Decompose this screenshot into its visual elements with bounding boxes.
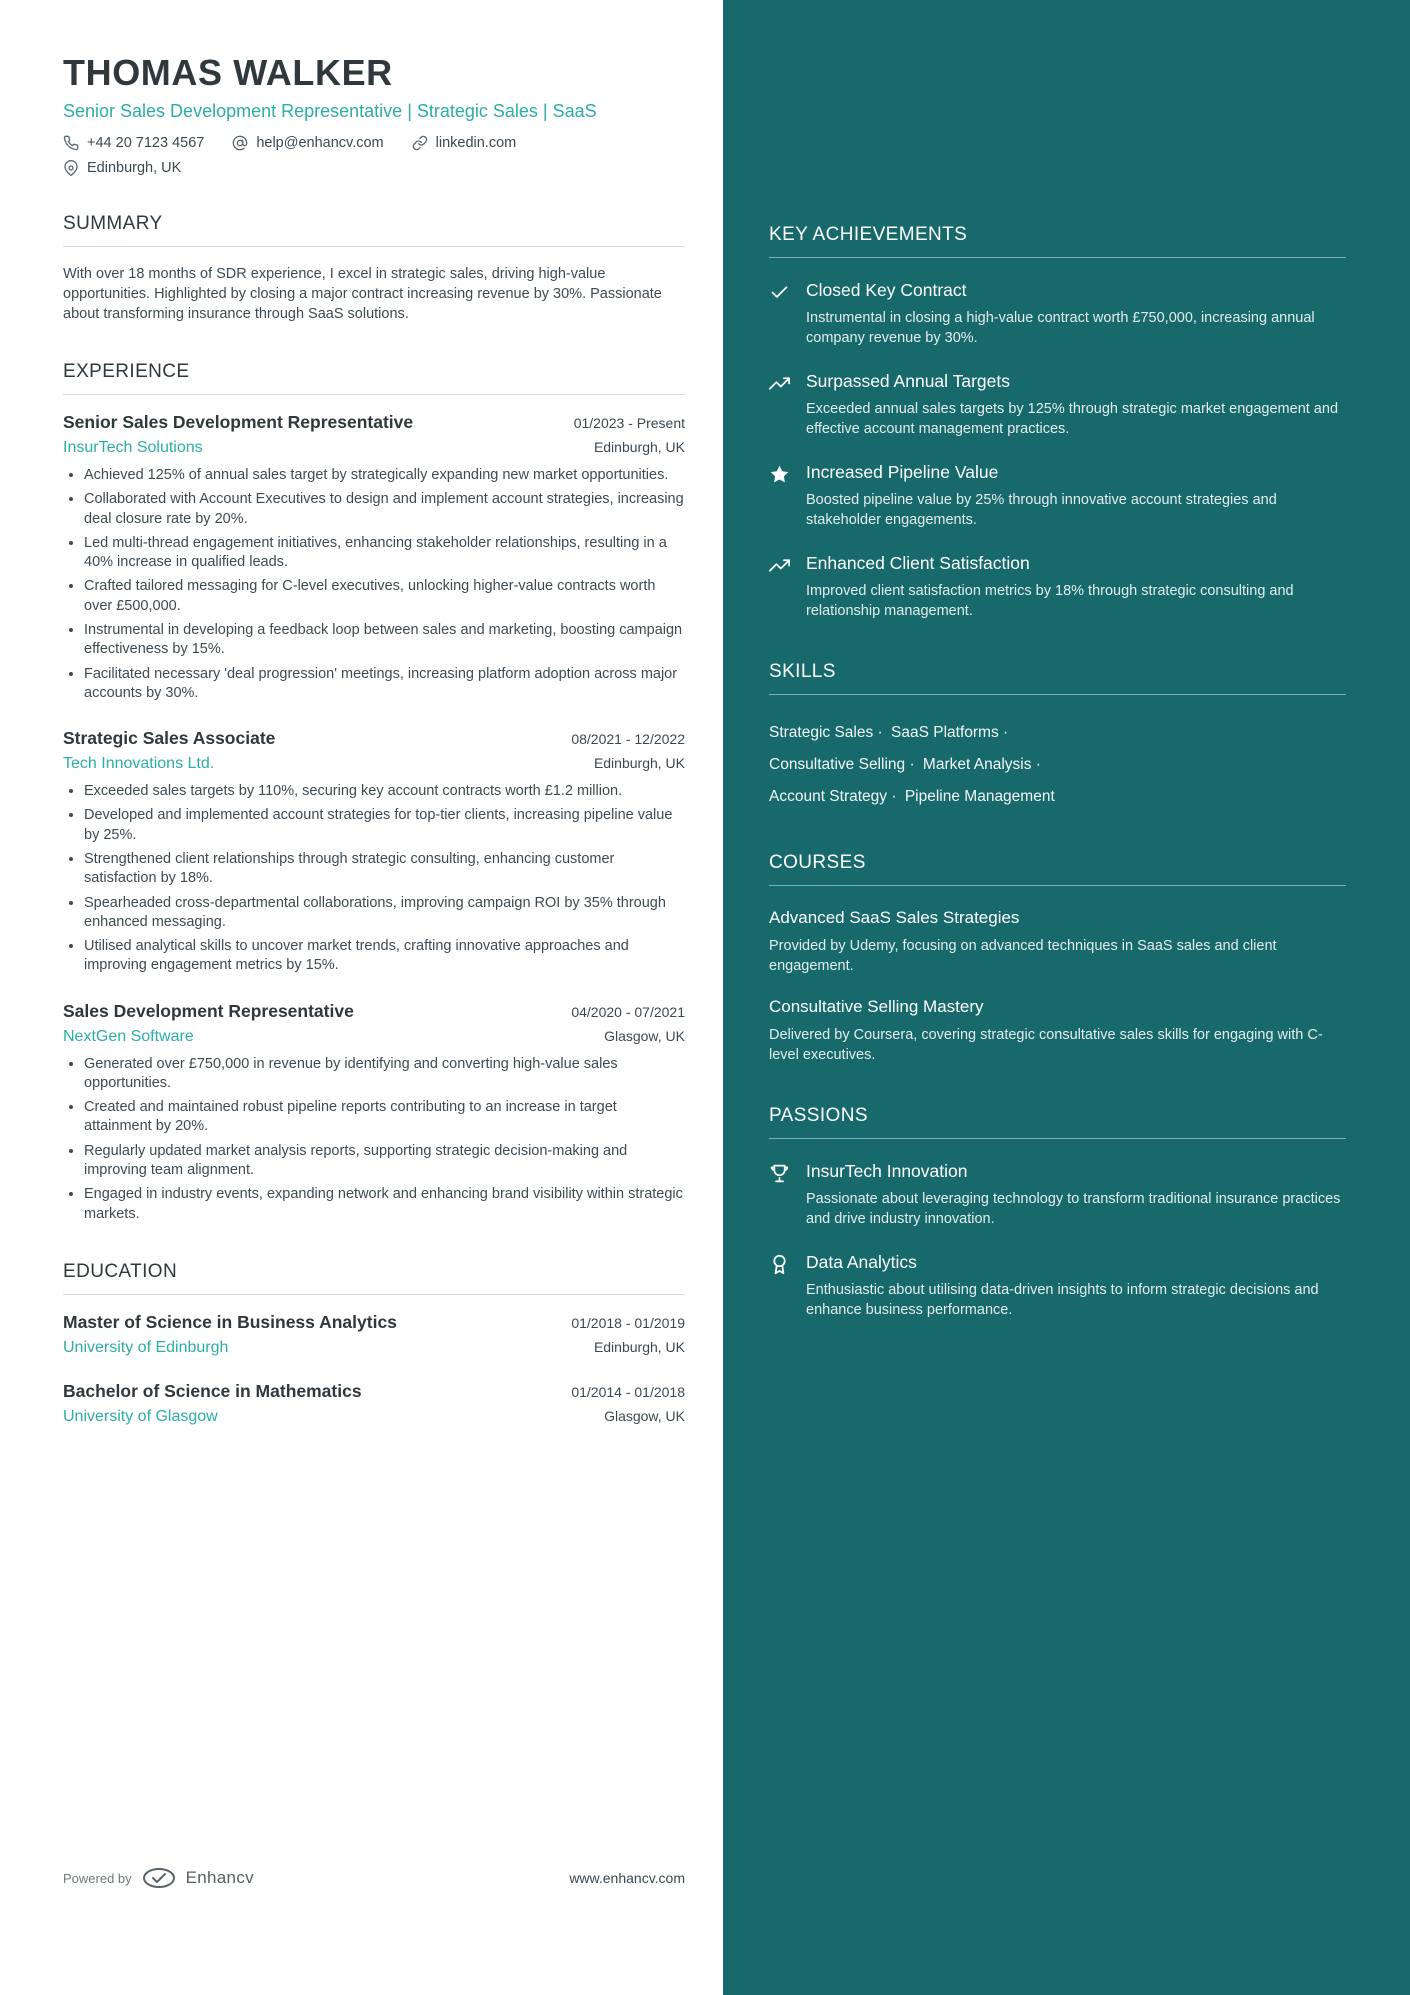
job-head	[63, 1001, 685, 1022]
achievement-body	[806, 280, 1346, 348]
candidate-name: THOMAS WALKER	[63, 52, 393, 93]
achievement-item	[769, 280, 1346, 348]
star-icon	[769, 462, 791, 530]
trophy-icon	[769, 1161, 791, 1229]
job-bullet: • Crafted tailored messaging for C-level executives, unlocking higher-value contracts worth over £500,000.	[84, 577, 685, 616]
achievement-body	[806, 462, 1346, 530]
achievement-text: Improved client satisfaction metrics by 18% through strategic consulting and relationship management.	[806, 583, 1294, 619]
achievement-item	[769, 553, 1346, 621]
email-link[interactable]	[232, 135, 383, 151]
courses-heading: COURSES	[769, 852, 1346, 886]
education-location: Edinburgh, UK	[593, 1338, 685, 1355]
job-sub	[63, 755, 685, 773]
achievements-heading: KEY ACHIEVEMENTS	[769, 224, 1346, 258]
passion-title: InsurTech Innovation	[806, 1161, 968, 1182]
job-bullet: • Created and maintained robust pipeline reports contributing to an increase in target attainment by 20%.	[84, 1098, 685, 1137]
achievement-title: Closed Key Contract	[806, 280, 967, 300]
skill-item: Pipeline Management	[904, 787, 1055, 805]
phone-text: +44 20 7123 4567	[87, 135, 205, 151]
summary-text: With over 18 months of SDR experience, I excel in strategic sales, driving high-value opportunities. Highlighted by closing a major contract increasing revenue by 30%. Passionate about transforming insurance through SaaS solutions.	[63, 266, 662, 322]
skills-section	[769, 661, 1346, 812]
job-bullet: • Collaborated with Account Executives to design and implement account strategies, increasing deal closure rate by 20%.	[84, 490, 685, 529]
passion-title: Data Analytics	[806, 1252, 917, 1273]
experience-section	[63, 361, 685, 1224]
contact-row	[63, 135, 685, 151]
linkedin-link[interactable]	[412, 135, 517, 151]
course-item	[769, 997, 1346, 1065]
achievement-title: Surpassed Annual Targets	[806, 371, 1010, 391]
course-title: Advanced SaaS Sales Strategies	[769, 908, 1020, 928]
job-entry	[63, 728, 685, 976]
achievement-item	[769, 462, 1346, 530]
job-entry	[63, 1001, 685, 1224]
enhancv-logo-icon	[142, 1867, 176, 1889]
job-head	[63, 412, 685, 433]
job-location: Glasgow, UK	[604, 1027, 685, 1044]
job-bullet: • Instrumental in developing a feedback loop between sales and marketing, boosting campaign effectiveness by 15%.	[84, 621, 685, 660]
job-title: Senior Sales Development Representative	[63, 412, 414, 432]
header	[63, 52, 685, 176]
skills-heading: SKILLS	[769, 661, 1346, 695]
linkedin-text: linkedin.com	[435, 135, 517, 151]
job-bullet: • Regularly updated market analysis reports, supporting strategic decision-making and improving team alignment.	[84, 1142, 685, 1181]
passion-body	[806, 1252, 1346, 1320]
degree: Bachelor of Science in Mathematics	[63, 1380, 362, 1401]
sidebar	[723, 0, 1410, 1995]
location-row	[63, 160, 685, 176]
education-head	[63, 1312, 685, 1333]
education-head	[63, 1381, 685, 1402]
job-bullet: • Strengthened client relationships through strategic consulting, enhancing customer satisfaction by 18%.	[84, 850, 685, 889]
job-company: InsurTech Solutions	[63, 439, 203, 456]
achievement-title: Increased Pipeline Value	[806, 462, 999, 482]
passion-item	[769, 1252, 1346, 1320]
link-icon	[412, 135, 428, 151]
footer	[63, 1867, 685, 1889]
job-location: Edinburgh, UK	[593, 755, 685, 772]
job-bullet: • Generated over £750,000 in revenue by identifying and converting high-value sales opportunities.	[84, 1055, 685, 1094]
education-heading: EDUCATION	[63, 1261, 685, 1295]
powered-by-text: Powered by	[63, 1870, 132, 1886]
job-location: Edinburgh, UK	[593, 439, 685, 455]
education-dates: 01/2018 - 01/2019	[571, 1314, 685, 1331]
skill-item: Market Analysis ·	[923, 749, 1045, 781]
medal-icon	[769, 1252, 791, 1320]
education-entry	[63, 1312, 685, 1357]
achievement-body	[806, 553, 1346, 621]
achievement-text: Boosted pipeline value by 25% through innovative account strategies and stakeholder engagements.	[806, 492, 1277, 528]
education-dates: 01/2014 - 01/2018	[571, 1383, 685, 1400]
education-entry	[63, 1381, 685, 1426]
achievement-text: Instrumental in closing a high-value contract worth £750,000, increasing annual company revenue by 30%.	[806, 310, 1315, 346]
website-link[interactable]: www.enhancv.com	[569, 1870, 685, 1886]
education-location: Glasgow, UK	[604, 1407, 685, 1424]
job-sub	[63, 1028, 685, 1046]
passions-section	[769, 1105, 1346, 1320]
job-company: NextGen Software	[63, 1027, 194, 1045]
course-item	[769, 908, 1346, 976]
education-sub	[63, 1408, 685, 1426]
job-bullet: • Developed and implemented account strategies for top-tier clients, increasing pipeline value by 25%.	[84, 806, 685, 845]
job-bullets	[63, 782, 685, 976]
job-sub	[63, 439, 685, 457]
job-title: Sales Development Representative	[63, 1000, 354, 1021]
summary-section	[63, 213, 685, 324]
location-text: Edinburgh, UK	[87, 160, 182, 176]
job-dates: 04/2020 - 07/2021	[571, 1003, 685, 1020]
degree: Master of Science in Business Analytics	[63, 1311, 397, 1332]
job-dates: 01/2023 - Present	[573, 415, 685, 431]
courses-section	[769, 852, 1346, 1065]
passion-text: Enthusiastic about utilising data-driven insights to inform strategic decisions and enhance business performance.	[806, 1282, 1319, 1319]
trend-up-icon	[769, 553, 791, 621]
achievement-text: Exceeded annual sales targets by 125% through strategic market engagement and effective account management practices.	[806, 401, 1339, 437]
passion-text: Passionate about leveraging technology to transform traditional insurance practices and drive industry innovation.	[806, 1191, 1341, 1228]
experience-heading: EXPERIENCE	[63, 361, 685, 395]
job-bullet: • Led multi-thread engagement initiatives, enhancing stakeholder relationships, resulting in a 40% increase in qualified leads.	[84, 534, 685, 573]
brand-name: Enhancv	[185, 1868, 254, 1887]
phone-icon	[63, 135, 79, 151]
job-entry	[63, 412, 685, 703]
skill-item: Strategic Sales ·	[769, 717, 887, 749]
skill-item: SaaS Platforms ·	[891, 717, 1012, 749]
trend-up-icon	[769, 371, 791, 439]
passions-heading: PASSIONS	[769, 1105, 1346, 1139]
passion-item	[769, 1161, 1346, 1229]
job-bullet: • Utilised analytical skills to uncover market trends, crafting innovative approaches and improving engagement metrics by 15%.	[84, 937, 685, 976]
location-item	[63, 160, 181, 176]
course-title: Consultative Selling Mastery	[769, 997, 984, 1017]
job-bullet: • Facilitated necessary 'deal progression' meetings, increasing platform adoption across major accounts by 30%.	[84, 665, 685, 704]
job-title: Strategic Sales Associate	[63, 728, 276, 749]
achievement-item	[769, 371, 1346, 439]
job-bullet: • Engaged in industry events, expanding network and enhancing brand visibility within strategic markets.	[84, 1185, 685, 1224]
job-bullet: • Achieved 125% of annual sales target by strategically expanding new market opportunities.	[84, 466, 685, 485]
job-bullets	[63, 1055, 685, 1224]
achievement-body	[806, 371, 1346, 439]
job-bullets	[63, 466, 685, 703]
skill-item: Account Strategy ·	[769, 781, 901, 813]
headline: Senior Sales Development Representative | Strategic Sales | SaaS	[63, 101, 597, 121]
education-sub	[63, 1339, 685, 1357]
powered-by	[63, 1867, 254, 1889]
job-head	[63, 728, 685, 749]
skill-item: Consultative Selling ·	[769, 749, 919, 781]
at-sign-icon	[232, 135, 248, 151]
school: University of Glasgow	[63, 1407, 218, 1425]
education-section	[63, 1261, 685, 1426]
achievements-section	[769, 224, 1346, 621]
job-dates: 08/2021 - 12/2022	[571, 731, 685, 748]
passion-body	[806, 1161, 1346, 1229]
location-pin-icon	[63, 160, 79, 176]
email-text: help@enhancv.com	[256, 135, 384, 151]
summary-heading: SUMMARY	[63, 213, 685, 247]
school: University of Edinburgh	[63, 1338, 229, 1356]
phone-link[interactable]	[63, 135, 204, 151]
skills-list	[769, 717, 1099, 812]
course-text: Provided by Udemy, focusing on advanced techniques in SaaS sales and client engagement.	[769, 938, 1277, 975]
job-company: Tech Innovations Ltd.	[63, 755, 215, 773]
job-bullet: • Exceeded sales targets by 110%, securing key account contracts worth £1.2 million.	[84, 782, 685, 801]
achievement-title: Enhanced Client Satisfaction	[806, 553, 1030, 573]
job-bullet: • Spearheaded cross-departmental collaborations, improving campaign ROI by 35% through enhanced messaging.	[84, 894, 685, 933]
course-text: Delivered by Coursera, covering strategic consultative sales skills for engaging with C-level executives.	[769, 1027, 1323, 1064]
check-icon	[769, 280, 791, 348]
